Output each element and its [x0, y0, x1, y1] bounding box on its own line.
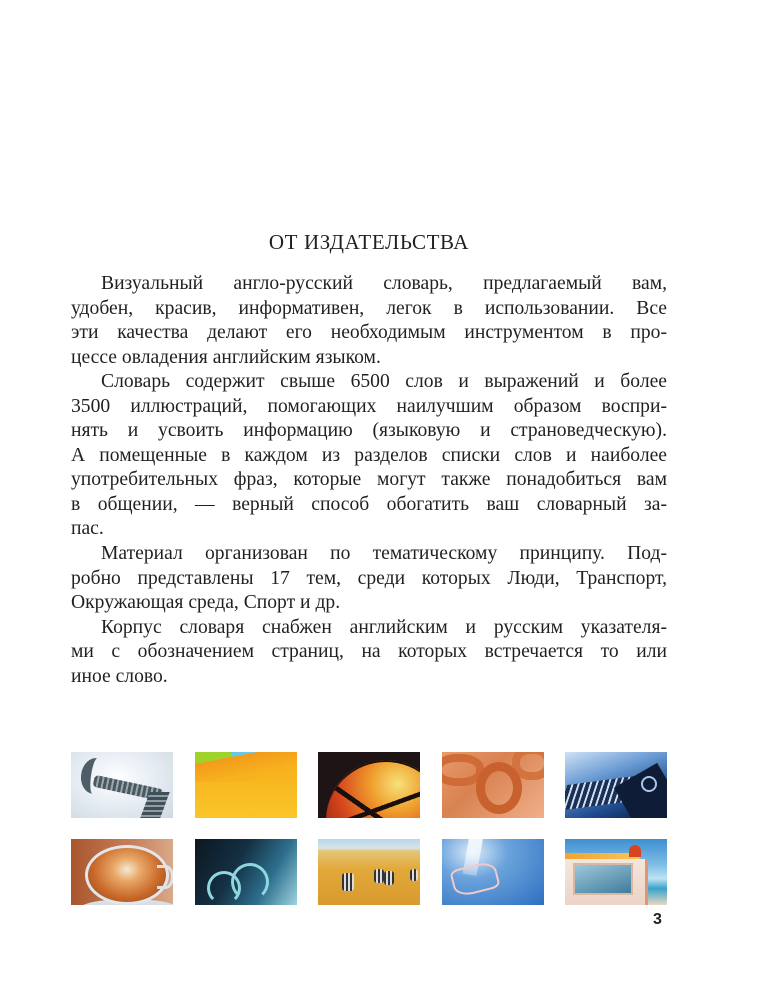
thumbnail-cappuccino: [71, 839, 173, 905]
text-line: ми с обозначением страниц, на которых встречается то или: [71, 641, 667, 663]
text-line: цессе овладения английским языком.: [71, 346, 381, 368]
paragraph-1: [71, 272, 667, 370]
thumbnail-van: [565, 839, 667, 905]
laptop-logo-shape: [641, 776, 657, 792]
van-window-shape: [573, 863, 633, 895]
thumbnail-sky: [442, 839, 544, 905]
text-line: употребительных фраз, которые могут также понадобиться вам: [71, 469, 667, 491]
basketball-seams: [326, 760, 420, 818]
paragraph-4: [71, 616, 667, 690]
text-line: А помещенные в каждом из разделов списки слов и наиболее: [71, 444, 667, 466]
text-line: иное слово.: [71, 665, 168, 687]
text-line: в общении, — верный способ обогатить ваш словарный за-: [71, 493, 667, 515]
text-line: Визуальный англо-русский словарь, предлагаемый вам,: [101, 273, 667, 294]
zebra-shape: [384, 871, 394, 885]
surfboard-fin-shape: [629, 845, 641, 857]
thumbnail-dashboard: [195, 839, 297, 905]
zebra-shape: [342, 873, 354, 891]
page-title: ОТ ИЗДАТЕЛЬСТВА: [268, 230, 470, 254]
thumbnail-fabric: [195, 752, 297, 818]
cup-handle-shape: [157, 865, 173, 889]
text-line: эти качества делают его необходимым инструментом в про-: [71, 322, 667, 344]
text-line: 3500 иллюстраций, помогающих наилучшим образом воспри-: [71, 395, 667, 417]
pretzel-shape: [476, 762, 522, 814]
gauge-shape: [231, 863, 269, 901]
thumbnail-staircase: [71, 752, 173, 818]
zebra-shape: [374, 869, 384, 883]
thumbnail-zebras: [318, 839, 420, 905]
text-line: пас.: [71, 518, 104, 540]
paragraph-2: [71, 370, 667, 542]
page-number: 3: [653, 911, 662, 928]
text-line: Окружающая среда, Спорт и др.: [71, 592, 341, 614]
plane-outline-shape: [449, 860, 500, 898]
text-line: Корпус словаря снабжен английским и русским указателя-: [101, 616, 667, 638]
laptop-body-shape: [614, 763, 667, 818]
paragraph-3: [71, 542, 667, 616]
text-line: Материал организован по тематическому принципу. Под-: [101, 543, 667, 565]
text-line: удобен, красив, информативен, легок в использовании. Все: [71, 297, 667, 319]
thumbnail-laptop: [565, 752, 667, 818]
thumbnail-basketball: [318, 752, 420, 818]
text-line: Словарь содержит свыше 6500 слов и выражений и более: [101, 371, 667, 393]
text-line: робно представлены 17 тем, среди которых Люди, Транспорт,: [71, 567, 667, 589]
body-text: [71, 272, 667, 689]
fabric-shape: [195, 782, 297, 818]
text-line: нять и усвоить информацию (языковую и страноведческую).: [71, 420, 667, 442]
zebra-shape: [410, 869, 418, 881]
thumbnail-pretzels: [442, 752, 544, 818]
